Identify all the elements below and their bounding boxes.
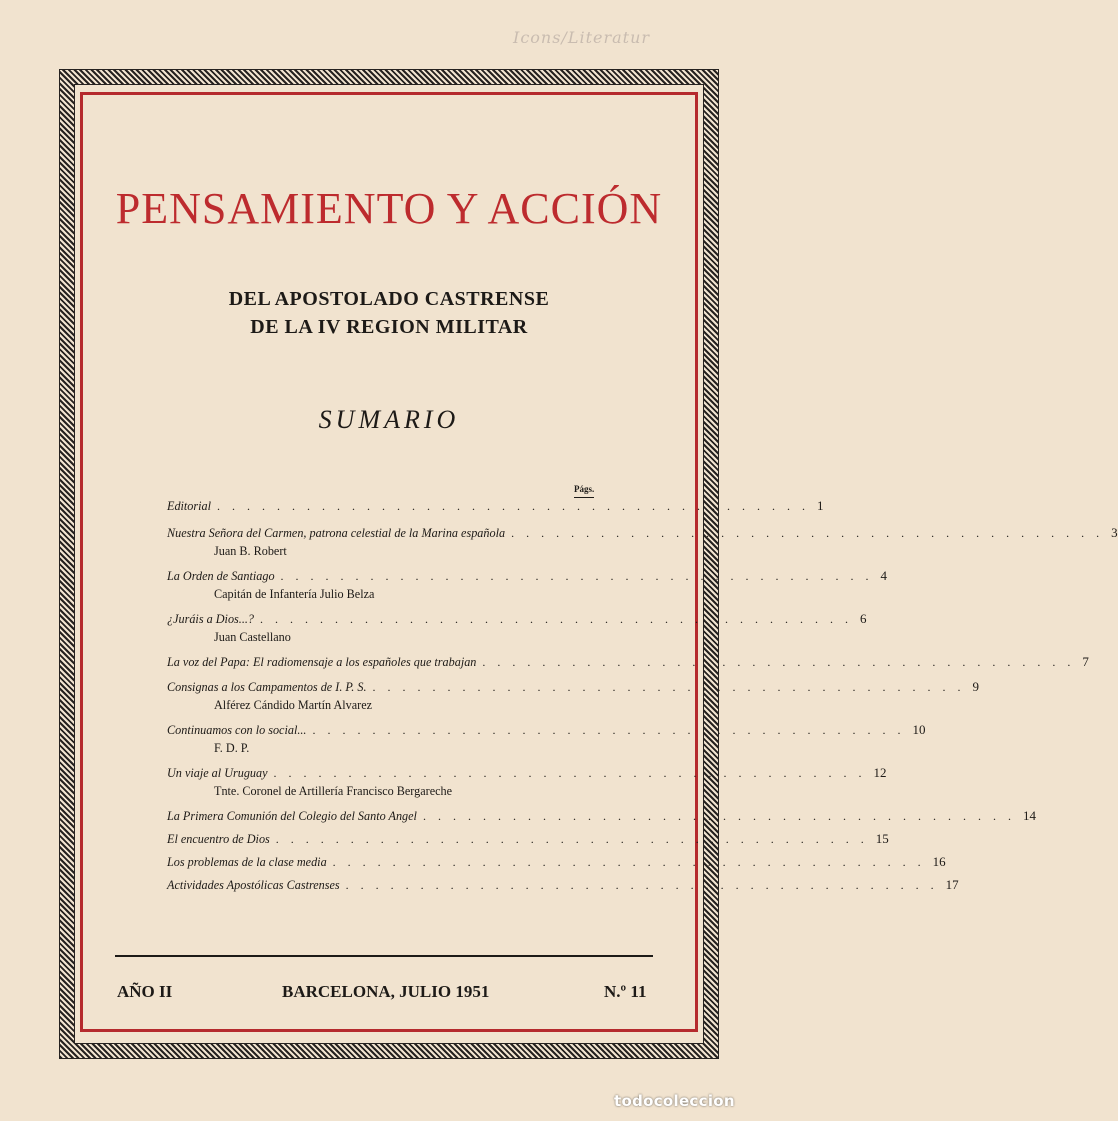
footer-year: AÑO II (117, 982, 173, 1001)
toc-entry (167, 877, 959, 894)
toc-entry-title: Continuamos con lo social... (167, 723, 307, 737)
toc-entry-page: 14 (1022, 808, 1036, 823)
toc-entry (167, 611, 867, 646)
toc-leader-dots: ........................................ (217, 499, 818, 513)
toc-entry (167, 498, 824, 515)
subtitle-line-2: DE LA IV REGION MILITAR (250, 316, 528, 338)
toc-entry-page: 9 (972, 679, 980, 694)
toc-entry-page: 3 (1111, 525, 1118, 540)
toc-entry-title: La voz del Papa: El radiomensaje a los españoles que trabajan (167, 655, 477, 669)
toc-entry-title: Los problemas de la clase media (167, 855, 327, 869)
toc-entry-title: Editorial (167, 499, 212, 513)
toc-entry-title: El encuentro de Dios (167, 832, 270, 846)
toc-leader-dots: ........................................ (280, 569, 881, 583)
toc-entry (167, 654, 1089, 671)
footer-rule (115, 955, 653, 957)
toc-leader-dots: ........................................ (273, 766, 874, 780)
toc-entry-title: La Orden de Santiago (167, 569, 275, 583)
toc-entry (167, 679, 980, 714)
toc-entry-page: 12 (873, 765, 887, 780)
toc-entry-title: Actividades Apostólicas Castrenses (167, 878, 340, 892)
toc-leader-dots: ........................................ (511, 526, 1112, 540)
toc-entry (167, 831, 889, 848)
toc-entry-title: Nuestra Señora del Carmen, patrona celestial de la Marina española (167, 526, 506, 540)
toc-entry-author: Juan Castellano (214, 630, 291, 644)
toc-entry-page: 7 (1082, 654, 1089, 669)
toc-leader-dots: ........................................ (332, 855, 933, 869)
toc-entry-page: 1 (817, 498, 824, 513)
toc-entry-author: F. D. P. (214, 741, 250, 755)
pages-column-label: Págs. (574, 484, 594, 498)
toc-entry-page: 16 (932, 854, 946, 869)
toc-entry (167, 722, 926, 757)
magazine-title: PENSAMIENTO Y ACCIÓN (115, 184, 663, 233)
toc-leader-dots: ........................................ (260, 612, 861, 626)
toc-entry-title: Un viaje al Uruguay (167, 766, 268, 780)
toc-entry-author: Alférez Cándido Martín Alvarez (214, 698, 373, 712)
toc-entry-author: Tnte. Coronel de Artillería Francisco Bergareche (214, 784, 453, 798)
footer-issue-number: N.º 11 (604, 982, 647, 1001)
subtitle-line-1: DEL APOSTOLADO CASTRENSE (228, 288, 550, 310)
toc-leader-dots: ........................................ (312, 723, 913, 737)
watermark: todocoleccion (614, 1092, 735, 1110)
toc-leader-dots: ........................................ (422, 809, 1023, 823)
sumario-heading: SUMARIO (318, 405, 460, 434)
pencil-annotation: Icons/Literatur (513, 28, 651, 47)
toc-leader-dots: ........................................ (275, 832, 876, 846)
toc-entry-title: La Primera Comunión del Colegio del Santo Angel (167, 809, 417, 823)
toc-entry-page: 10 (912, 722, 926, 737)
toc-entry-title: ¿Juráis a Dios...? (167, 612, 255, 626)
toc-entry-page: 4 (880, 568, 888, 583)
toc-entry (167, 808, 1036, 825)
toc-entry (167, 854, 946, 871)
toc-leader-dots: ........................................ (345, 878, 946, 892)
toc-entry (167, 765, 887, 800)
toc-entry-page: 17 (945, 877, 959, 892)
table-of-contents (167, 498, 1118, 894)
toc-entry-page: 6 (860, 611, 867, 626)
toc-entry-page: 15 (875, 831, 889, 846)
toc-leader-dots: ........................................ (372, 680, 973, 694)
toc-entry (167, 568, 888, 603)
footer-place-date: BARCELONA, JULIO 1951 (282, 982, 490, 1001)
toc-leader-dots: ........................................ (482, 655, 1083, 669)
toc-entry-author: Juan B. Robert (214, 544, 287, 558)
toc-entry (167, 525, 1118, 560)
toc-entry-author: Capitán de Infantería Julio Belza (214, 587, 375, 601)
toc-entry-title: Consignas a los Campamentos de I. P. S. (167, 680, 367, 694)
